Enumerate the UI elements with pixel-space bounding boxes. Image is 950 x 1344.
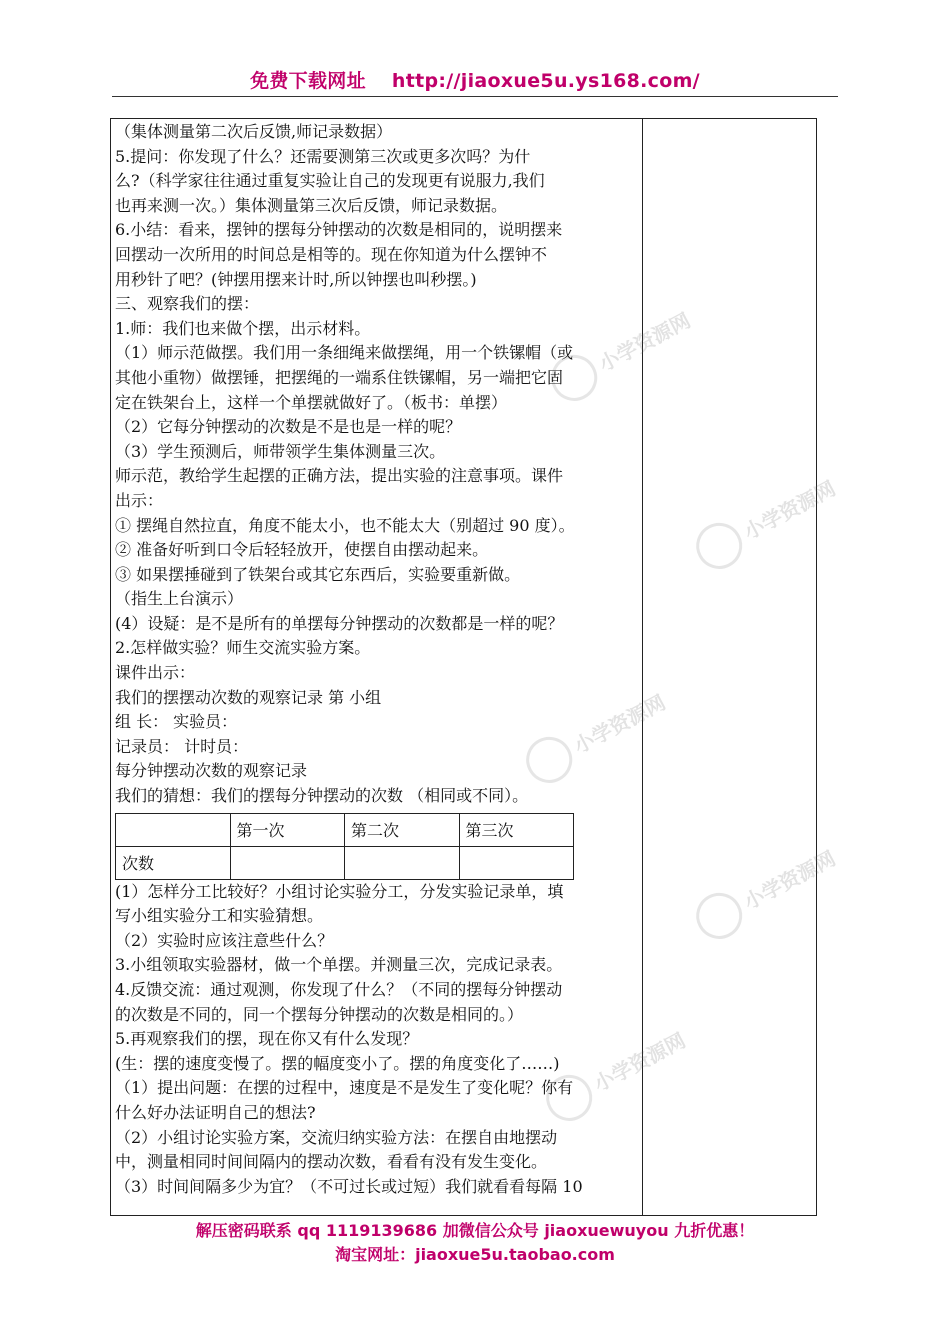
watermark-2: 小学资源网 — [688, 465, 844, 577]
watermark-5: 小学资源网 — [538, 1017, 694, 1129]
record-table-cell[interactable] — [230, 846, 345, 879]
text-line: 写小组实验分工和实验猜想。 — [115, 906, 324, 926]
text-line: (生：摆的速度变慢了。摆的幅度变小了。摆的角度变化了……) — [115, 1053, 560, 1073]
page-header — [0, 66, 950, 94]
text-line: 4.反馈交流：通过观测，你发现了什么？（不同的摆每分钟摆动 — [115, 980, 563, 999]
page-footer — [0, 1219, 950, 1267]
text-line: 师示范，教给学生起摆的正确方法，提出实验的注意事项。课件 — [115, 466, 564, 486]
text-line: 三、观察我们的摆： — [115, 294, 260, 314]
record-table-header-cell: 第一次 — [230, 813, 345, 846]
record-table-cell[interactable] — [345, 846, 460, 879]
text-line: ② 准备好听到口令后轻轻放开，使摆自由摆动起来。 — [115, 540, 489, 560]
text-line: 定在铁架台上，这样一个单摆就做好了。（板书：单摆） — [115, 392, 508, 412]
text-line: 我们的摆摆动次数的观察记录 第 小组 — [115, 687, 382, 707]
record-table-row — [116, 846, 574, 879]
lesson-content — [115, 120, 639, 1199]
text-line: 什么好办法证明自己的想法? — [115, 1102, 316, 1122]
text-line: （指生上台演示） — [115, 589, 244, 609]
text-line: (1）怎样分工比较好？小组讨论实验分工，分发实验记录单，填 — [115, 881, 564, 901]
text-line: 5.提问：你发现了什么？还需要测第三次或更多次吗？为什 — [115, 146, 531, 166]
text-line: （1）提出问题：在摆的过程中，速度是不是发生了变化呢？你有 — [115, 1078, 574, 1098]
text-line: （1）师示范做摆。我们用一条细绳来做摆绳，用一个铁镙帽（或 — [115, 343, 574, 363]
text-line: 5.再观察我们的摆，现在你又有什么发现？ — [115, 1029, 419, 1049]
header-rule — [112, 96, 838, 97]
record-table-header-cell: 第三次 — [459, 813, 574, 846]
text-line: 2.怎样做实验？师生交流实验方案。 — [115, 638, 371, 658]
text-line: （2）实验时应该注意些什么？ — [115, 930, 334, 950]
record-table-cell[interactable] — [459, 846, 574, 879]
content-block-a — [115, 120, 639, 809]
text-line: （3）时间间隔多少为宜？（不可过长或过短）我们就看看每隔 10 — [115, 1176, 583, 1196]
text-line: 6.小结：看来，摆钟的摆每分钟摆动的次数是相同的，说明摆来 — [115, 220, 563, 240]
header-url[interactable]: http://jiaoxue5u.ys168.com/ — [391, 70, 700, 92]
text-line: 的次数是不同的，同一个摆每分钟摆动的次数是相同的。） — [115, 1004, 524, 1024]
footer-shop-line[interactable]: 淘宝网址：jiaoxue5u.taobao.com — [335, 1245, 615, 1264]
text-line: 1.师：我们也来做个摆，出示材料。 — [115, 318, 371, 338]
text-line: 记录员： 计时员： — [115, 736, 249, 756]
text-line: ① 摆绳自然拉直，角度不能太小，也不能太大（别超过 90 度）。 — [115, 515, 575, 535]
text-line: （集体测量第二次后反馈,师记录数据） — [115, 122, 393, 141]
text-line: 么?（科学家往往通过重复实验让自己的发现更有说服力,我们 — [115, 171, 545, 191]
record-table-row-label: 次数 — [116, 846, 231, 879]
record-table-header-cell: 第二次 — [345, 813, 460, 846]
text-line: （2）它每分钟摆动的次数是不是也是一样的呢？ — [115, 417, 462, 437]
footer-contact-line: 解压密码联系 qq 1119139686 加微信公众号 jiaoxuewuyou 九折优惠！ — [195, 1221, 755, 1240]
text-line: 也再来测一次。）集体测量第三次后反馈，师记录数据。 — [115, 195, 508, 215]
text-line: 3.小组领取实验器材，做一个单摆。并测量三次，完成记录表。 — [115, 955, 563, 975]
record-table-header-cell — [116, 813, 231, 846]
text-line: （2）小组讨论实验方案，交流归纳实验方法：在摆自由地摆动 — [115, 1127, 558, 1147]
record-table-header-row — [116, 813, 574, 846]
text-line: 课件出示： — [115, 663, 196, 683]
text-line: 组 长： 实验员： — [115, 712, 238, 732]
header-left-text: 免费下载网址 — [250, 70, 366, 92]
record-table — [115, 813, 574, 880]
content-block-b — [115, 880, 639, 1200]
text-line: ③ 如果摆捶碰到了铁架台或其它东西后，实验要重新做。 — [115, 564, 521, 584]
text-line: （3）学生预测后，师带领学生集体测量三次。 — [115, 441, 446, 461]
text-line: 出示： — [115, 490, 164, 510]
watermark-3: 小学资源网 — [518, 679, 674, 791]
text-line: 用秒针了吧？(钟摆用摆来计时,所以钟摆也叫秒摆。) — [115, 269, 477, 289]
watermark-4: 小学资源网 — [688, 835, 844, 947]
text-line: 我们的猜想：我们的摆每分钟摆动的次数 （相同或不同）。 — [115, 786, 529, 806]
text-line: 每分钟摆动次数的观察记录 — [115, 761, 308, 781]
text-line: (4）设疑：是不是所有的单摆每分钟摆动的次数都是一样的呢？ — [115, 613, 564, 633]
text-line: 中，测量相同时间间隔内的摆动次数，看看有没有发生变化。 — [115, 1152, 548, 1172]
text-line: 回摆动一次所用的时间总是相等的。现在你知道为什么摆钟不 — [115, 244, 548, 264]
text-line: 其他小重物）做摆锤，把摆绳的一端系住铁镙帽，另一端把它固 — [115, 367, 564, 387]
watermark-1: 小学资源网 — [543, 297, 699, 409]
